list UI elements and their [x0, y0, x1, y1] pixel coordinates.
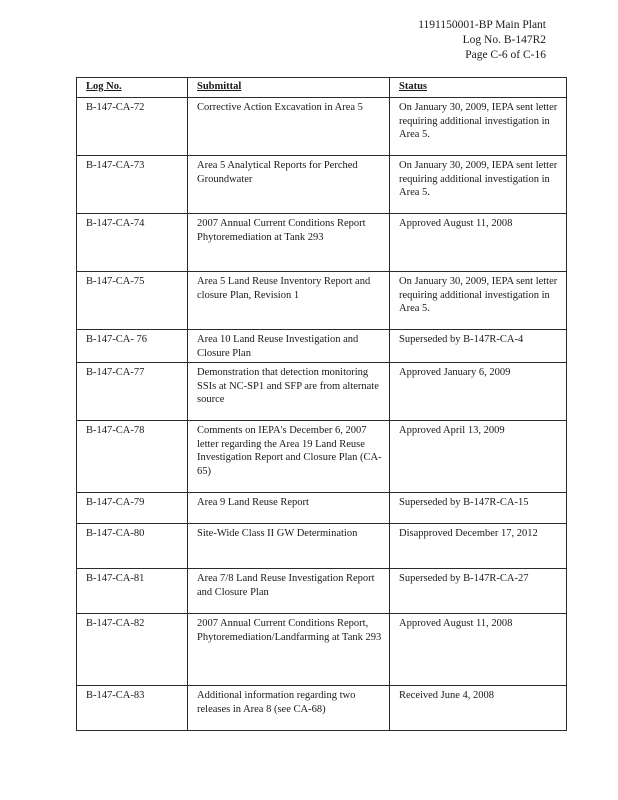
table-row [77, 98, 567, 156]
submittal-cell: 2007 Annual Current Conditions Report, Phytoremediation/Landfarming at Tank 293 [188, 614, 390, 686]
log-number-cell: B-147-CA-73 [77, 156, 188, 214]
header-project-id: 1191150001-BP Main Plant [418, 19, 546, 31]
log-number-cell: B-147-CA-77 [77, 363, 188, 421]
status-cell: Superseded by B-147R-CA-15 [390, 493, 567, 524]
table-row [77, 614, 567, 686]
table-row [77, 272, 567, 330]
table-row [77, 493, 567, 524]
status-cell: Superseded by B-147R-CA-4 [390, 330, 567, 363]
page-header [418, 18, 546, 63]
submittal-cell: Area 10 Land Reuse Investigation and Closure Plan [188, 330, 390, 363]
status-cell: Disapproved December 17, 2012 [390, 524, 567, 569]
submittal-cell: Demonstration that detection monitoring SSIs at NC-SP1 and SFP are from alternate source [188, 363, 390, 421]
table-row [77, 686, 567, 731]
column-header-submittal: Submittal [188, 78, 390, 98]
submittal-cell: Additional information regarding two releases in Area 8 (see CA-68) [188, 686, 390, 731]
table-row [77, 363, 567, 421]
table-row [77, 214, 567, 272]
status-cell: Approved April 13, 2009 [390, 421, 567, 493]
submittal-log-table [76, 77, 567, 731]
header-page-number: Page C-6 of C-16 [465, 49, 546, 61]
log-number-cell: B-147-CA-83 [77, 686, 188, 731]
table-header-row [77, 78, 567, 98]
table-row [77, 524, 567, 569]
status-cell: On January 30, 2009, IEPA sent letter requiring additional investigation in Area 5. [390, 156, 567, 214]
header-log-number: Log No. B-147R2 [462, 34, 546, 46]
table-row [77, 569, 567, 614]
log-number-cell: B-147-CA-78 [77, 421, 188, 493]
log-number-cell: B-147-CA-82 [77, 614, 188, 686]
submittal-cell: Area 5 Analytical Reports for Perched Groundwater [188, 156, 390, 214]
status-cell: Approved January 6, 2009 [390, 363, 567, 421]
status-cell: Superseded by B-147R-CA-27 [390, 569, 567, 614]
table-row [77, 330, 567, 363]
status-cell: Approved August 11, 2008 [390, 614, 567, 686]
status-cell: Received June 4, 2008 [390, 686, 567, 731]
submittal-cell: Area 7/8 Land Reuse Investigation Report and Closure Plan [188, 569, 390, 614]
log-number-cell: B-147-CA-74 [77, 214, 188, 272]
log-number-cell: B-147-CA-79 [77, 493, 188, 524]
table-row [77, 421, 567, 493]
log-number-cell: B-147-CA- 76 [77, 330, 188, 363]
submittal-cell: Site-Wide Class II GW Determination [188, 524, 390, 569]
table-row [77, 156, 567, 214]
column-header-log-no: Log No. [77, 78, 188, 98]
status-cell: On January 30, 2009, IEPA sent letter requiring additional investigation in Area 5. [390, 98, 567, 156]
log-number-cell: B-147-CA-75 [77, 272, 188, 330]
submittal-cell: Comments on IEPA's December 6, 2007 letter regarding the Area 19 Land Reuse Investigation Report and Closure Plan (CA-65) [188, 421, 390, 493]
submittal-cell: Area 5 Land Reuse Inventory Report and closure Plan, Revision 1 [188, 272, 390, 330]
submittal-cell: Area 9 Land Reuse Report [188, 493, 390, 524]
status-cell: Approved August 11, 2008 [390, 214, 567, 272]
log-number-cell: B-147-CA-81 [77, 569, 188, 614]
log-number-cell: B-147-CA-80 [77, 524, 188, 569]
column-header-status: Status [390, 78, 567, 98]
log-number-cell: B-147-CA-72 [77, 98, 188, 156]
submittal-cell: Corrective Action Excavation in Area 5 [188, 98, 390, 156]
status-cell: On January 30, 2009, IEPA sent letter requiring additional investigation in Area 5. [390, 272, 567, 330]
submittal-cell: 2007 Annual Current Conditions Report Phytoremediation at Tank 293 [188, 214, 390, 272]
